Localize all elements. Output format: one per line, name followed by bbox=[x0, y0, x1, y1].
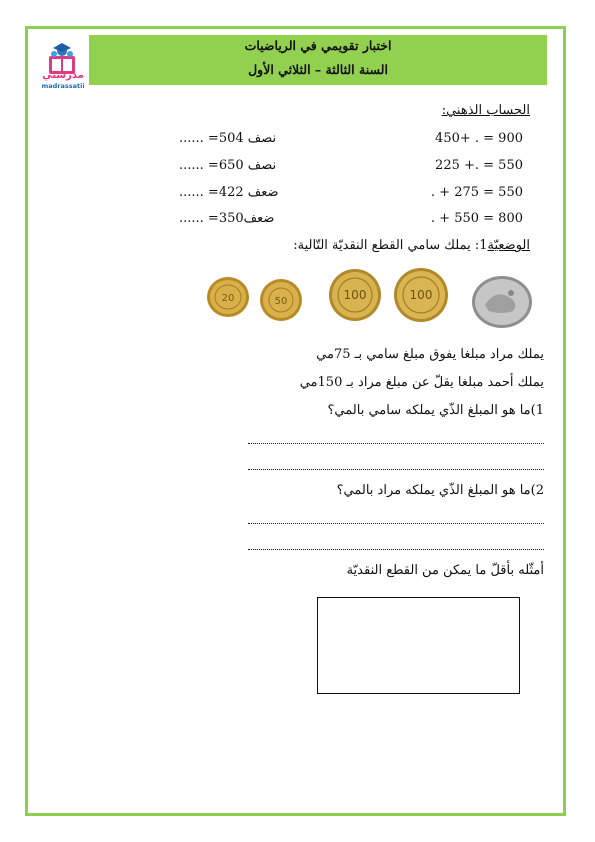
answer-line-4[interactable] bbox=[248, 549, 544, 550]
coin-100-b-icon bbox=[393, 267, 449, 323]
coin-drawing-box[interactable] bbox=[317, 597, 520, 694]
coin-20-icon bbox=[206, 276, 250, 318]
exam-subtitle: السنة الثالثة – الثلاثي الأول bbox=[248, 62, 388, 77]
answer-line-2[interactable] bbox=[248, 469, 544, 470]
exam-title: اختبار تقويمي في الرياضيات bbox=[244, 38, 392, 53]
mental-heading: الحساب الذهني: bbox=[441, 103, 530, 118]
question-2: 2)ما هو المبلغ الذّي يملكه مراد بالمي؟ bbox=[336, 483, 544, 498]
situation-heading-label: الوضعيّة bbox=[487, 238, 530, 253]
mental-row-4-left: ضعف350= ...... bbox=[179, 211, 275, 226]
statement-line-2: يملك أحمد مبلغا يقلّ عن مبلغ مراد بـ 150مي bbox=[299, 375, 544, 390]
coin-50-icon bbox=[259, 278, 303, 322]
coin-100-a-icon bbox=[328, 268, 382, 322]
header-banner bbox=[89, 35, 547, 85]
answer-line-1[interactable] bbox=[248, 443, 544, 444]
situation-heading-text: 1: يملك سامي القطع النقديّة التّالية: bbox=[293, 238, 488, 253]
statement-line-1: يملك مراد مبلغا يفوق مبلغ سامي بـ 75مي bbox=[316, 347, 544, 362]
situation-heading bbox=[293, 238, 530, 253]
logo-arabic-name: مدرستي bbox=[42, 70, 84, 81]
mental-row-4-right: . + 550 = 800 bbox=[430, 211, 523, 226]
mental-row-2-right: 225 +. = 550 bbox=[435, 158, 523, 173]
coin-50-value: 50 bbox=[274, 296, 288, 307]
mental-row-3-left: ضعف 422= ...... bbox=[179, 185, 279, 200]
coin-100-b-value: 100 bbox=[409, 288, 433, 302]
mental-row-1-left: نصف 504= ...... bbox=[179, 131, 277, 146]
logo-latin-name: madrassatii bbox=[41, 82, 85, 90]
mental-row-3-right: . + 275 = 550 bbox=[430, 185, 523, 200]
answer-line-3[interactable] bbox=[248, 523, 544, 524]
question-1: 1)ما هو المبلغ الذّي يملكه سامي بالمي؟ bbox=[327, 403, 544, 418]
mental-row-2-left: نصف 650= ...... bbox=[179, 158, 277, 173]
coin-silver-icon bbox=[471, 275, 533, 329]
coin-100-a-value: 100 bbox=[343, 288, 367, 302]
coin-20-value: 20 bbox=[221, 293, 235, 304]
question-3: أمثّله بأقلّ ما يمكن من القطع النقديّة bbox=[346, 563, 544, 578]
mental-row-1-right: 450+ . = 900 bbox=[435, 131, 523, 146]
